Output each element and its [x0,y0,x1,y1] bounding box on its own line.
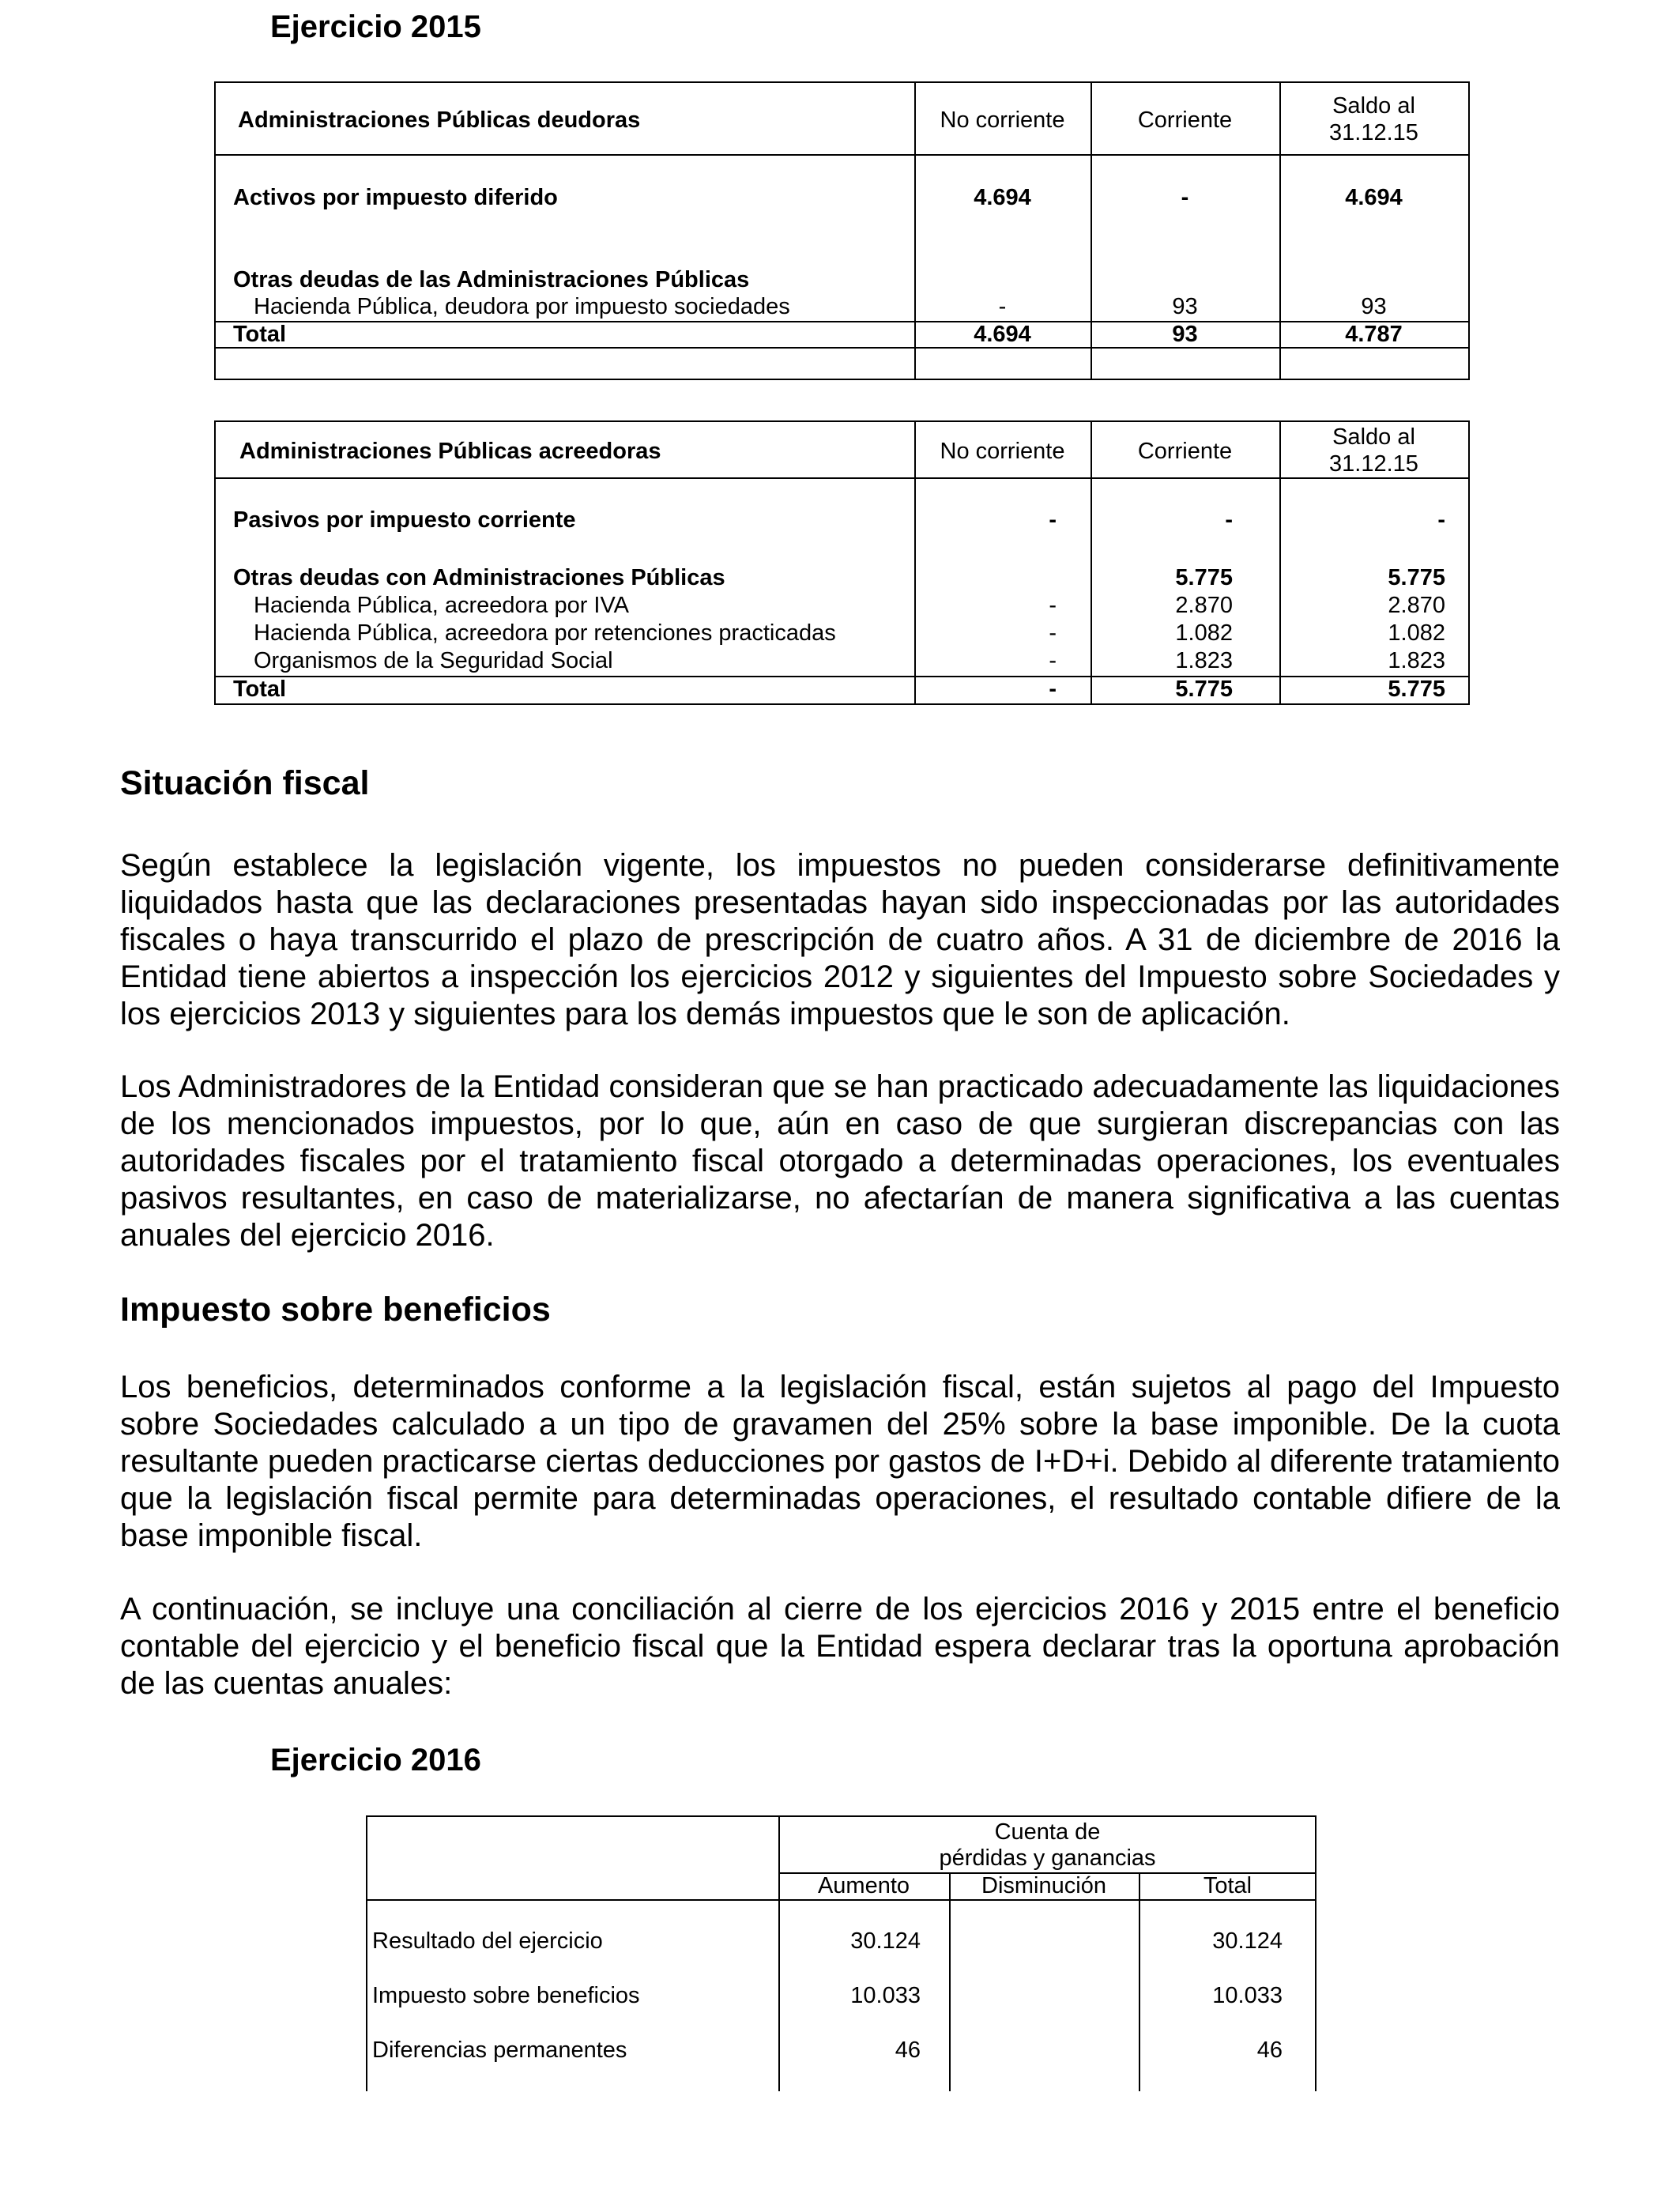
total-label: Total [233,322,287,347]
header-saldo-line1: Saldo al [1332,93,1415,119]
row-aumento: 46 [895,2038,921,2063]
header-no-corriente: No corriente [940,107,1065,133]
row-corriente: 93 [1172,294,1198,319]
table-conciliacion-2016 [366,1815,1317,2091]
total-no-corriente: 4.694 [974,322,1031,347]
col-total: Total [1203,1873,1252,1898]
row-label: Organismos de la Seguridad Social [254,648,613,673]
row-corriente: - [1181,185,1189,210]
row-no-corriente: - [998,294,1007,319]
row-label: Pasivos por impuesto corriente [233,507,576,533]
total-no-corriente: - [1049,677,1057,702]
header-corriente: Corriente [1137,439,1233,464]
total-saldo: 4.787 [1345,322,1403,347]
row-label: Hacienda Pública, deudora por impuesto sociedades [254,294,790,319]
row-no-corriente: - [1049,593,1057,618]
row-total: 10.033 [1212,1983,1283,2008]
total-corriente: 93 [1172,322,1198,347]
col-disminucion: Disminución [981,1873,1106,1898]
total-corriente: 5.775 [1175,677,1233,702]
row-label: Hacienda Pública, acreedora por retenciones practicadas [254,620,836,646]
total-saldo: 5.775 [1388,677,1445,702]
row-label: Impuesto sobre beneficios [372,1983,640,2008]
row-saldo: 2.870 [1388,593,1445,618]
row-saldo: 1.823 [1388,648,1445,673]
ejercicio-2015-title: Ejercicio 2015 [270,9,481,44]
row-saldo: - [1437,507,1445,533]
row-corriente: 5.775 [1175,565,1233,590]
header-saldo-line2: 31.12.15 [1329,120,1418,145]
row-no-corriente: - [1049,620,1057,646]
total-label: Total [233,677,287,702]
impuesto-beneficios-paragraph-2: A continuación, se incluye una conciliación al cierre de los ejercicios 2016 y 2015 entre el beneficio contable del ejercicio y el beneficio fiscal que la Entidad espera declarar tras la oportuna aprobación de las cuentas anuales: [120,1592,1560,1701]
situacion-fiscal-paragraph-1: Según establece la legislación vigente, los impuestos no pueden considerarse definitivamente liquidados hasta que las declaraciones presentadas hayan sido inspeccionadas por las autoridades fiscales o haya transcurrido el plazo de prescripción de cuatro años. A 31 de diciembre de 2016 la Entidad tiene abiertos a inspección los ejercicios 2012 y siguientes del Impuesto sobre Sociedades y los ejercicios 2013 y siguientes para los demás impuestos que le son de aplicación. [120,848,1560,1031]
row-saldo: 4.694 [1345,185,1403,210]
ejercicio-2016-title: Ejercicio 2016 [270,1743,481,1777]
row-corriente: 1.823 [1175,648,1233,673]
row-total: 30.124 [1212,1928,1283,1954]
row-label: Hacienda Pública, acreedora por IVA [254,593,630,618]
row-total: 46 [1256,2038,1283,2063]
row-label: Activos por impuesto diferido [233,185,558,210]
row-corriente: 1.082 [1175,620,1233,646]
row-saldo: 93 [1361,294,1387,319]
row-label: Otras deudas con Administraciones Públicas [233,565,725,590]
row-corriente: - [1225,507,1233,533]
impuesto-beneficios-paragraph-1: Los beneficios, determinados conforme a la legislación fiscal, están sujetos al pago del Impuesto sobre Sociedades calculado a un tipo de gravamen del 25% sobre la base imponible. De la cuota resultante pueden practicarse ciertas deducciones por gastos de I+D+i. Debido al diferente tratamiento que la legislación fiscal permite para determinadas operaciones, el resultado contable difiere de la base imponible fiscal. [120,1370,1560,1553]
row-saldo: 1.082 [1388,620,1445,646]
row-no-corriente: 4.694 [974,185,1031,210]
group-header-line1: Cuenta de [994,1819,1101,1845]
table-acreedoras [214,420,1470,705]
header-label: Administraciones Públicas deudoras [238,107,641,133]
header-corriente: Corriente [1137,107,1233,133]
situacion-fiscal-paragraph-2: Los Administradores de la Entidad consideran que se han practicado adecuadamente las liquidaciones de los mencionados impuestos, por lo que, aún en caso de que surgieran discrepancias con las autoridades fiscales por el tratamiento fiscal otorgado a determinadas operaciones, los eventuales pasivos resultantes, en caso de materializarse, no afectarían de manera significativa a las cuentas anuales del ejercicio 2016. [120,1069,1560,1253]
row-corriente: 2.870 [1175,593,1233,618]
row-saldo: 5.775 [1388,565,1445,590]
row-aumento: 10.033 [850,1983,921,2008]
row-label: Resultado del ejercicio [372,1928,603,1954]
row-no-corriente: - [1049,648,1057,673]
header-saldo-line1: Saldo al [1332,424,1415,450]
situacion-fiscal-heading: Situación fiscal [120,764,370,802]
row-aumento: 30.124 [850,1928,921,1954]
col-aumento: Aumento [817,1873,910,1898]
row-no-corriente: - [1049,507,1057,533]
row-label: Otras deudas de las Administraciones Públicas [233,267,750,292]
header-saldo-line2: 31.12.15 [1329,451,1418,477]
header-label: Administraciones Públicas acreedoras [239,439,661,464]
row-label: Diferencias permanentes [372,2038,627,2063]
table-deudoras [214,81,1470,380]
impuesto-beneficios-heading: Impuesto sobre beneficios [120,1291,551,1329]
group-header-line2: pérdidas y ganancias [939,1845,1156,1871]
header-no-corriente: No corriente [940,439,1065,464]
